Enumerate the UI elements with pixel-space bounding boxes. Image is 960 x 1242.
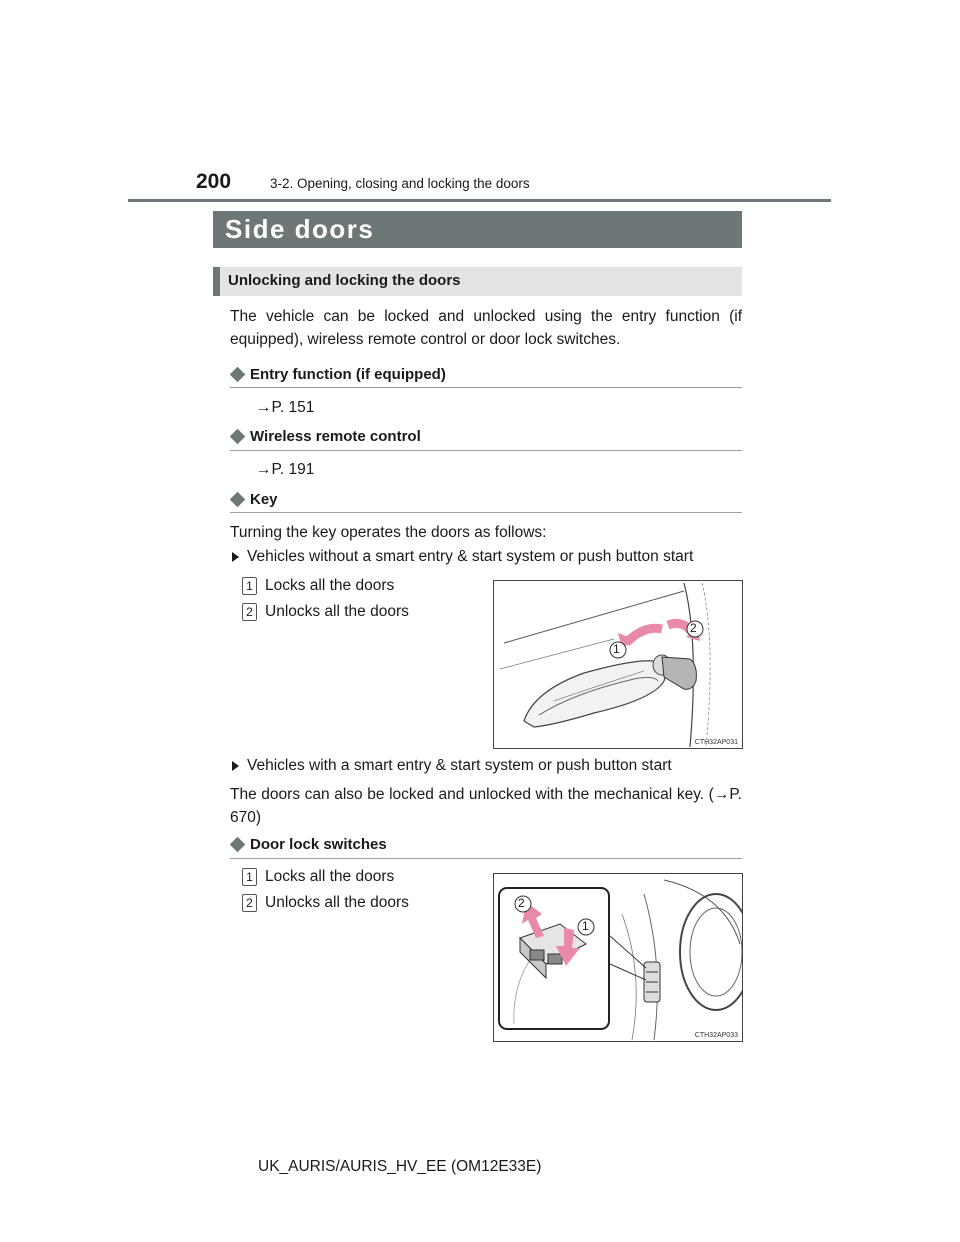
bullet-without-smart-entry-text: Vehicles without a smart entry & start system or push button start [247,548,694,565]
list-item [242,868,394,886]
page-number: 200 [196,170,232,193]
number-badge: 2 [242,603,257,621]
list-item [242,577,394,595]
figure-code: CTH32AP031 [694,739,738,746]
ref-entry[interactable]: →P. 151 [256,399,315,416]
intro-paragraph: The vehicle can be locked and unlocked using the entry function (if equipped), wireless remote control or door lock switches. [230,308,742,348]
bullet-with-smart-entry [232,757,672,775]
bullet-with-smart-entry-text: Vehicles with a smart entry & start system or push button start [247,757,672,774]
key-door-figure [493,580,743,749]
figure-code: CTH32AP033 [694,1032,738,1039]
key-intro: Turning the key operates the doors as follows: [230,524,547,541]
diamond-icon [230,429,246,445]
triangle-bullet-icon [232,552,239,562]
list-item-text: Locks all the doors [265,577,395,595]
diamond-icon [230,367,246,383]
header-rule [128,199,831,202]
list-item [242,603,409,621]
heading-remote-label: Wireless remote control [250,428,421,445]
number-badge: 2 [242,894,257,912]
heading-key-label: Key [250,491,278,508]
heading-entry-function [230,366,446,383]
list-item-text: Locks all the doors [265,868,395,886]
figure-callout: 1 [613,642,620,656]
heading-door-lock-switches [230,836,387,853]
subheading-title: Unlocking and locking the doors [228,272,461,289]
ref-remote[interactable]: →P. 191 [256,461,315,478]
door-handle-illustration [494,581,742,748]
list-item-text: Unlocks all the doors [265,894,409,912]
figure-callout: 2 [690,621,697,635]
triangle-bullet-icon [232,761,239,771]
figure-callout: 1 [582,919,589,933]
section-breadcrumb: 3-2. Opening, closing and locking the doors [270,176,530,191]
footer-model-code: UK_AURIS/AURIS_HV_EE (OM12E33E) [258,1158,542,1175]
list-item [242,894,409,912]
subheading-bar [213,267,742,296]
subheading-accent [213,267,220,296]
heading-rule [230,858,742,859]
diamond-icon [230,492,246,508]
door-switch-figure [493,873,743,1042]
heading-entry-label: Entry function (if equipped) [250,366,446,383]
number-badge: 1 [242,868,257,886]
heading-wireless-remote [230,428,421,445]
figure-callout: 2 [518,896,525,910]
bullet-without-smart-entry [232,548,693,566]
list-item-text: Unlocks all the doors [265,603,409,621]
heading-rule [230,387,742,388]
heading-switches-label: Door lock switches [250,836,387,853]
door-switch-illustration [494,874,742,1041]
number-badge: 1 [242,577,257,595]
heading-rule [230,450,742,451]
title-bar [213,211,742,248]
heading-key [230,491,278,508]
heading-rule [230,512,742,513]
page-title: Side doors [225,214,375,244]
diamond-icon [230,837,246,853]
mechanical-key-note: The doors can also be locked and unlocked with the mechanical key. (→P. 670) [230,786,742,826]
